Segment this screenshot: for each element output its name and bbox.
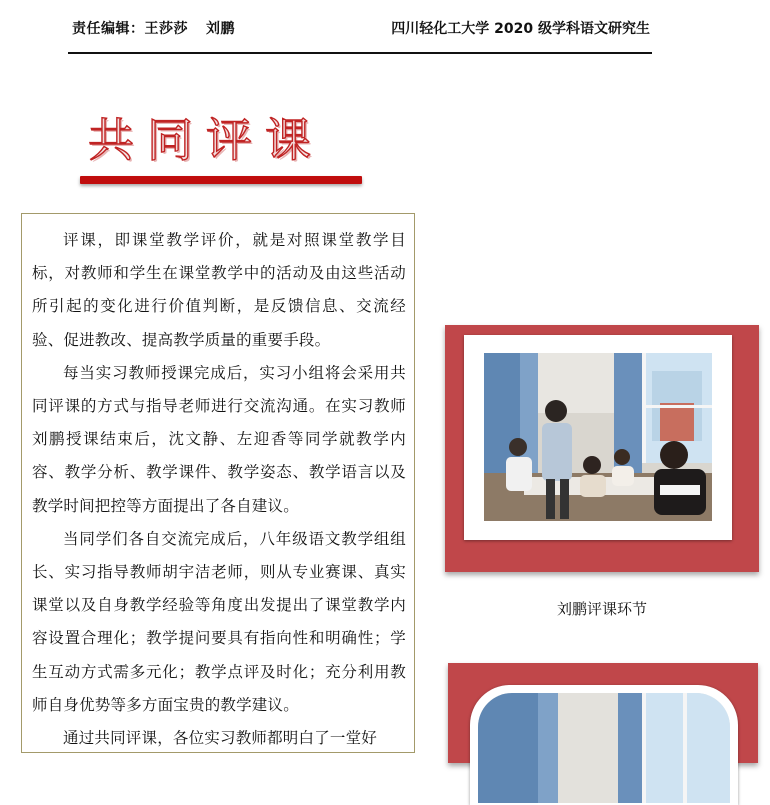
photo-frame-2 [448, 663, 758, 763]
photo-caption: 刘鹏评课环节 [556, 600, 647, 618]
article-paragraph: 当同学们各自交流完成后，八年级语文教学组组长、实习指导教师胡宇洁老师，则从专业赛课、真实课堂以及自身教学经验等角度出发提出了课堂教学内容设置合理化；教学提问要具有指向性和明确性；学生互动方式需多元化；教学点评及时化；充分利用教师自身优势等多方面宝贵的教学建议。 [32, 529, 406, 714]
school-title: 四川轻化工大学 2020 级学科语文研究生 [391, 21, 650, 37]
photo-frame-1 [445, 325, 759, 572]
article-paragraph: 每当实习教师授课完成后，实习小组将会采用共同评课的方式与指导老师进行交流沟通。在实习教师刘鹏授课结束后，沈文静、左迎香等同学就教学内容、教学分析、教学课件、教学姿态、教学语言以及教学时间把控等方面提出了各自建议。 [32, 363, 406, 515]
classroom-photo-2 [478, 693, 730, 803]
title-underline-bar [80, 176, 362, 184]
photo-mat-2 [470, 685, 738, 805]
section-title: 共同评课 [88, 113, 324, 167]
article-paragraph: 通过共同评课，各位实习教师都明白了一堂好 [63, 729, 378, 748]
editor-name: 刘鹏 [206, 21, 235, 37]
editor-credit [72, 18, 235, 38]
article-paragraph: 评课，即课堂教学评价，就是对照课堂教学目标，对教师和学生在课堂教学中的活动及由这些活动所引起的变化进行价值判断，是反馈信息、交流经验、促进教改、提高教学质量的重要手段。 [32, 231, 406, 349]
section-title-block [76, 110, 366, 190]
classroom-review-photo [484, 353, 712, 521]
photo-mat-1 [464, 335, 732, 540]
editor-label: 责任编辑：王莎莎 [72, 21, 188, 37]
article-textbox [21, 213, 415, 753]
page-header [68, 14, 652, 54]
